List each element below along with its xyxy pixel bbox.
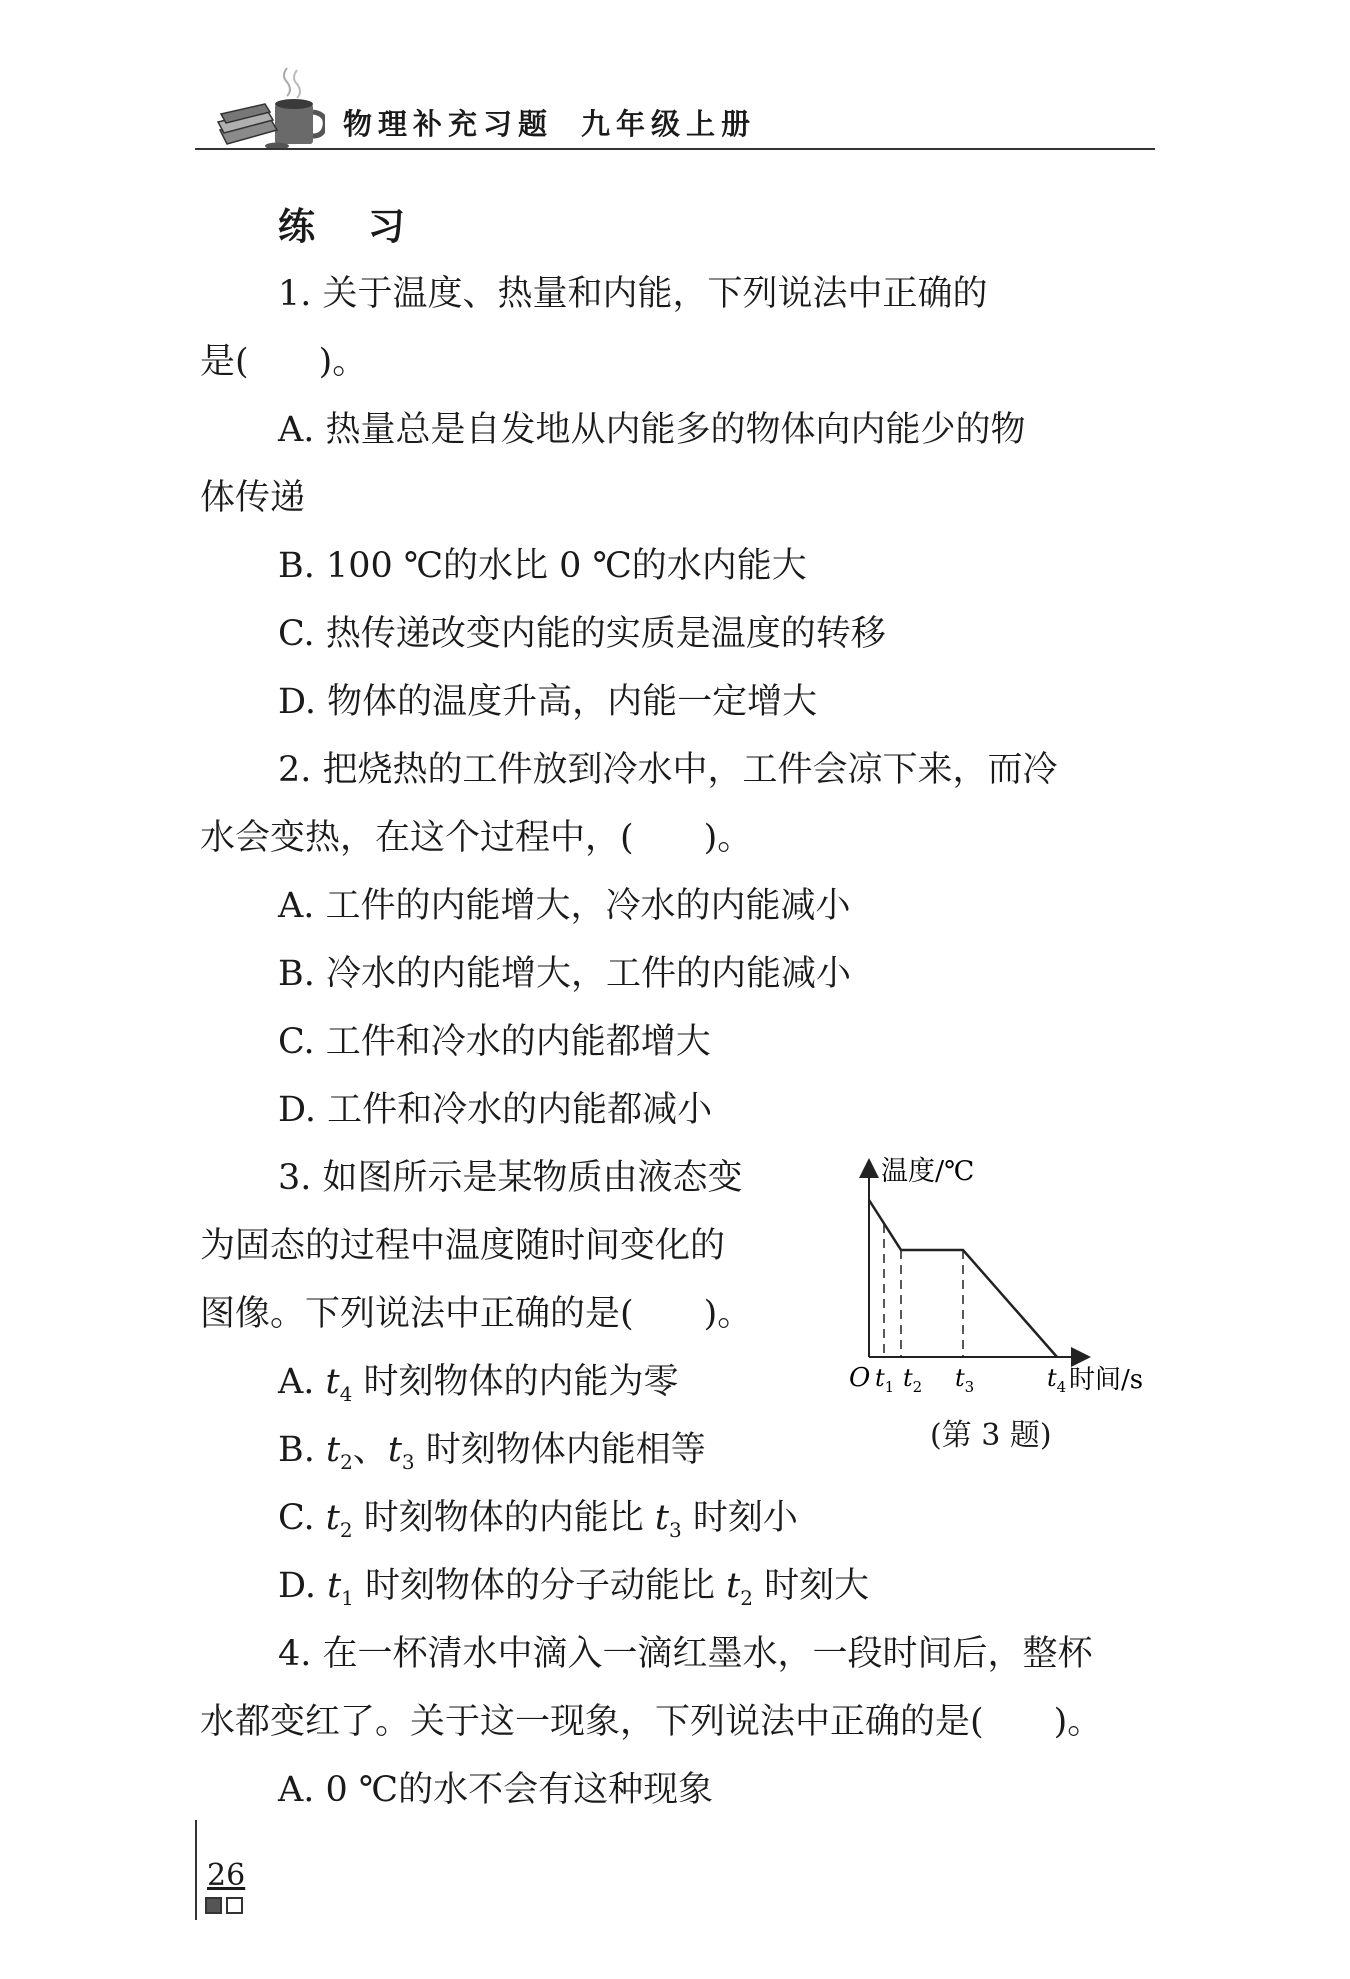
q3-stem-line1: 3. 如图所示是某物质由液态变: [278, 1158, 743, 1198]
q3-b-var2: t: [387, 1430, 402, 1470]
q3-a-sub: 4: [339, 1382, 353, 1406]
q1-stem-line2: 是( )。: [200, 342, 368, 382]
q3-b-prefix: B.: [278, 1430, 326, 1470]
q3-c-var1: t: [325, 1498, 340, 1538]
empty-square-icon: [226, 1897, 243, 1914]
q3-b-var1: t: [325, 1430, 341, 1470]
q3-stem-line2: 为固态的过程中温度随时间变化的: [200, 1226, 726, 1266]
q3-d-sub2: 2: [740, 1586, 753, 1610]
q2-option-b: B. 冷水的内能增大，工件的内能减小: [278, 954, 851, 994]
cooling-curve-figure: [845, 1152, 1165, 1452]
x-axis-label: 时间/s: [1069, 1365, 1144, 1395]
q3-d-prefix: D.: [278, 1566, 328, 1606]
tick-t2: $t_2$: [903, 1364, 923, 1396]
q3-stem-line3: 图像。下列说法中正确的是( )。: [200, 1294, 753, 1334]
tick-t3: $t_3$: [955, 1364, 975, 1396]
q2-stem-line2: 水会变热，在这个过程中，( )。: [200, 818, 753, 858]
q2-option-d: D. 工件和冷水的内能都减小: [278, 1090, 713, 1130]
q3-a-prefix: A.: [278, 1362, 326, 1402]
q3-b-sub1: 2: [340, 1450, 353, 1474]
q2-stem-line1: 2. 把烧热的工件放到冷水中，工件会凉下来，而冷: [278, 750, 1058, 790]
y-axis-label: 温度/℃: [881, 1156, 975, 1187]
q1-option-d: D. 物体的温度升高，内能一定增大: [278, 682, 818, 722]
q3-b-sep: 、: [352, 1430, 388, 1470]
header-title: [343, 102, 756, 143]
q3-c-mid: 时刻物体的内能比: [352, 1498, 655, 1538]
figure-caption: (第 3 题): [930, 1418, 1052, 1453]
q3-option-c: [278, 1496, 798, 1552]
section-heading: 练 习: [278, 205, 425, 248]
q3-b-text: 时刻物体内能相等: [414, 1430, 706, 1470]
q3-c-sub1: 2: [339, 1518, 353, 1542]
q3-b-sub2: 3: [401, 1450, 415, 1474]
books-and-mug-icon: [215, 60, 325, 152]
header-rule: [195, 148, 1155, 150]
q1-option-b: B. 100 ℃的水比 0 ℃的水内能大: [278, 546, 807, 586]
q2-option-a: A. 工件的内能增大，冷水的内能减小: [278, 886, 851, 926]
q1-option-a-line1: A. 热量总是自发地从内能多的物体向内能少的物: [278, 410, 1026, 450]
q3-d-text: 时刻大: [752, 1566, 870, 1606]
q3-c-prefix: C.: [278, 1498, 326, 1538]
q3-option-a: [278, 1360, 678, 1416]
q3-c-sub2: 3: [668, 1518, 682, 1542]
q3-d-var1: t: [327, 1566, 342, 1606]
footer-rule: [195, 1820, 197, 1920]
q1-stem-line1: 1. 关于温度、热量和内能，下列说法中正确的: [278, 274, 988, 314]
origin-label: O: [849, 1363, 871, 1393]
q3-option-b: [278, 1428, 706, 1484]
q3-d-var2: t: [726, 1566, 741, 1606]
tick-t1: $t_1$: [875, 1364, 895, 1396]
q3-d-sub1: 1: [341, 1586, 354, 1610]
tick-t4: $t_4$: [1047, 1364, 1067, 1396]
q1-option-a-line2: 体传递: [200, 478, 306, 518]
q3-a-text: 时刻物体的内能为零: [352, 1362, 679, 1402]
q3-d-mid: 时刻物体的分子动能比: [353, 1566, 727, 1606]
page-header: [195, 60, 1155, 155]
q3-a-var: t: [325, 1362, 340, 1402]
q3-c-var2: t: [654, 1498, 669, 1538]
q1-option-c: C. 热传递改变内能的实质是温度的转移: [278, 614, 886, 654]
grade-label: 九年级上册: [581, 107, 757, 141]
page-number: 26: [207, 1858, 246, 1893]
book-title: 物理补充习题: [343, 107, 554, 141]
filled-square-icon: [205, 1897, 222, 1914]
q4-option-a: A. 0 ℃的水不会有这种现象: [278, 1770, 714, 1810]
q3-c-text: 时刻小: [681, 1498, 798, 1538]
q4-stem-line1: 4. 在一杯清水中滴入一滴红墨水，一段时间后，整杯: [278, 1634, 1093, 1674]
q4-stem-line2: 水都变红了。关于这一现象，下列说法中正确的是( )。: [200, 1702, 1103, 1742]
q2-option-c: C. 工件和冷水的内能都增大: [278, 1022, 711, 1062]
q3-option-d: [278, 1564, 869, 1620]
